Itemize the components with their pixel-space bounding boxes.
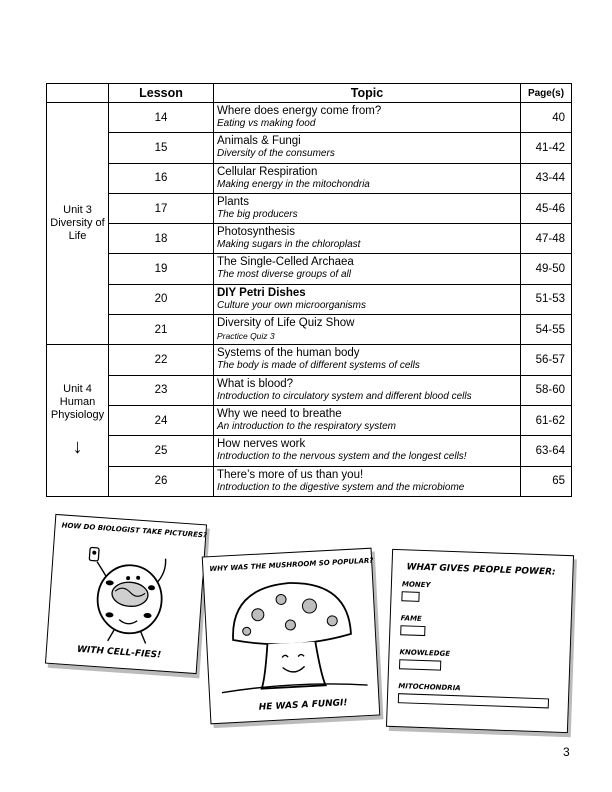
- table-row: [47, 405, 572, 435]
- topic-title: DIY Petri Dishes: [217, 286, 306, 299]
- lesson-number: 23: [109, 375, 214, 405]
- topic-cell: [214, 133, 521, 163]
- comic-answer: HE WAS A FUNGI!: [258, 698, 348, 713]
- comic-title: WHAT GIVES PEOPLE POWER:: [406, 562, 556, 578]
- page-range: 58-60: [521, 375, 572, 405]
- topic-subtitle: Practice Quiz 3: [217, 331, 275, 342]
- table-header-row: [47, 84, 572, 103]
- topic-cell: [214, 163, 521, 193]
- topic-cell: [214, 405, 521, 435]
- page-number: 3: [563, 745, 570, 759]
- table-row: [47, 193, 572, 223]
- down-arrow-icon: ↓: [72, 436, 83, 459]
- topic-cell: [214, 436, 521, 466]
- topic-subtitle: The big producers: [217, 208, 298, 220]
- topic-cell: [214, 466, 521, 496]
- power-bar-label: MITOCHONDRIA: [398, 682, 461, 693]
- table-row: [47, 163, 572, 193]
- topic-cell: [214, 224, 521, 254]
- table-row: [47, 254, 572, 284]
- cell-cartoon-illustration: [62, 538, 193, 648]
- unit-label-line: Physiology: [50, 409, 105, 422]
- topic-title: Where does energy come from?: [217, 105, 382, 117]
- topic-title: Cellular Respiration: [217, 165, 318, 178]
- topic-cell: [214, 103, 521, 133]
- lesson-table: [46, 83, 572, 497]
- topic-subtitle: Introduction to circulatory system and different blood cells: [217, 390, 472, 402]
- topic-cell: [214, 193, 521, 223]
- topic-title: How nerves work: [217, 438, 306, 451]
- topic-title: Systems of the human body: [217, 347, 360, 360]
- header-blank: [47, 84, 109, 103]
- page-range: 61-62: [521, 405, 572, 435]
- table-row: [47, 466, 572, 496]
- lesson-number: 22: [109, 345, 214, 375]
- page-range: 54-55: [521, 315, 572, 345]
- unit-label-line: Life: [68, 230, 87, 243]
- lesson-number: 25: [109, 436, 214, 466]
- comic-question: WHY WAS THE MUSHROOM SO POPULAR?: [209, 556, 374, 574]
- topic-title: The Single-Celled Archaea: [217, 256, 354, 269]
- page-range: 41-42: [521, 133, 572, 163]
- topic-cell: [214, 375, 521, 405]
- topic-subtitle: Introduction to the digestive system and the microbiome: [217, 481, 465, 493]
- power-bar-label: MONEY: [401, 580, 431, 590]
- lesson-number: 14: [109, 103, 214, 133]
- page-range: 47-48: [521, 224, 572, 254]
- topic-cell: [214, 345, 521, 375]
- lesson-number: 17: [109, 193, 214, 223]
- page-range: 45-46: [521, 193, 572, 223]
- table-row: [47, 284, 572, 314]
- topic-cell: [214, 315, 521, 345]
- table-row: [47, 315, 572, 345]
- unit-label-line: Unit 4: [63, 383, 92, 396]
- table-row: [47, 375, 572, 405]
- unit-label-line: Unit 3: [63, 204, 92, 217]
- page-range: 65: [521, 466, 572, 496]
- table-row: [47, 103, 572, 133]
- topic-subtitle: The most diverse groups of all: [217, 269, 351, 281]
- lesson-number: 16: [109, 163, 214, 193]
- power-bar: [400, 625, 425, 636]
- cell-selfie-comic: [45, 514, 207, 674]
- comic-question: HOW DO BIOLOGIST TAKE PICTURES?: [61, 521, 208, 540]
- unit-label-line: Diversity of: [50, 217, 105, 230]
- unit-3-cell: [47, 103, 109, 345]
- lesson-number: 20: [109, 284, 214, 314]
- table-row: [47, 345, 572, 375]
- page-range: 49-50: [521, 254, 572, 284]
- power-bar: [398, 693, 549, 708]
- topic-subtitle: Making sugars in the chloroplast: [217, 239, 361, 251]
- topic-subtitle: Introduction to the nervous system and the longest cells!: [217, 451, 467, 463]
- topic-subtitle: Making energy in the mitochondria: [217, 178, 370, 190]
- topic-title: Photosynthesis: [217, 226, 295, 239]
- topic-title: Plants: [217, 195, 249, 208]
- lesson-number: 21: [109, 315, 214, 345]
- topic-title: Diversity of Life Quiz Show: [217, 317, 355, 330]
- page-range: 43-44: [521, 163, 572, 193]
- page-range: 56-57: [521, 345, 572, 375]
- lesson-number: 24: [109, 405, 214, 435]
- header-pages: Page(s): [521, 84, 572, 103]
- topic-cell: [214, 254, 521, 284]
- power-bar: [399, 659, 441, 670]
- table-row: [47, 224, 572, 254]
- lesson-number: 26: [109, 466, 214, 496]
- topic-subtitle: An introduction to the respiratory system: [217, 420, 396, 432]
- topic-subtitle: Culture your own microorganisms: [217, 299, 366, 311]
- lesson-number: 15: [109, 133, 214, 163]
- unit-label-line: Human: [59, 396, 96, 409]
- topic-cell: [214, 284, 521, 314]
- page-range: 51-53: [521, 284, 572, 314]
- page-range: 40: [521, 103, 572, 133]
- topic-title: Why we need to breathe: [217, 407, 342, 420]
- lesson-number: 19: [109, 254, 214, 284]
- mushroom-comic: [202, 548, 381, 725]
- topic-title: Animals & Fungi: [217, 135, 301, 148]
- unit-4-cell: [47, 345, 109, 496]
- header-topic: Topic: [214, 84, 521, 103]
- table-row: [47, 133, 572, 163]
- power-comic: [386, 549, 574, 733]
- mushroom-illustration: [216, 573, 368, 698]
- power-bar-label: FAME: [400, 614, 422, 623]
- power-bar: [401, 591, 419, 602]
- topic-subtitle: The body is made of different systems of cells: [217, 360, 420, 372]
- topic-title: There’s more of us than you!: [217, 468, 364, 481]
- topic-subtitle: Eating vs making food: [217, 118, 316, 129]
- table-row: [47, 436, 572, 466]
- header-lesson: Lesson: [109, 84, 214, 103]
- lesson-number: 18: [109, 224, 214, 254]
- page-range: 63-64: [521, 436, 572, 466]
- power-bar-label: KNOWLEDGE: [399, 648, 451, 658]
- topic-subtitle: Diversity of the consumers: [217, 148, 335, 160]
- topic-title: What is blood?: [217, 377, 294, 390]
- comic-answer: WITH CELL-FIES!: [76, 644, 162, 661]
